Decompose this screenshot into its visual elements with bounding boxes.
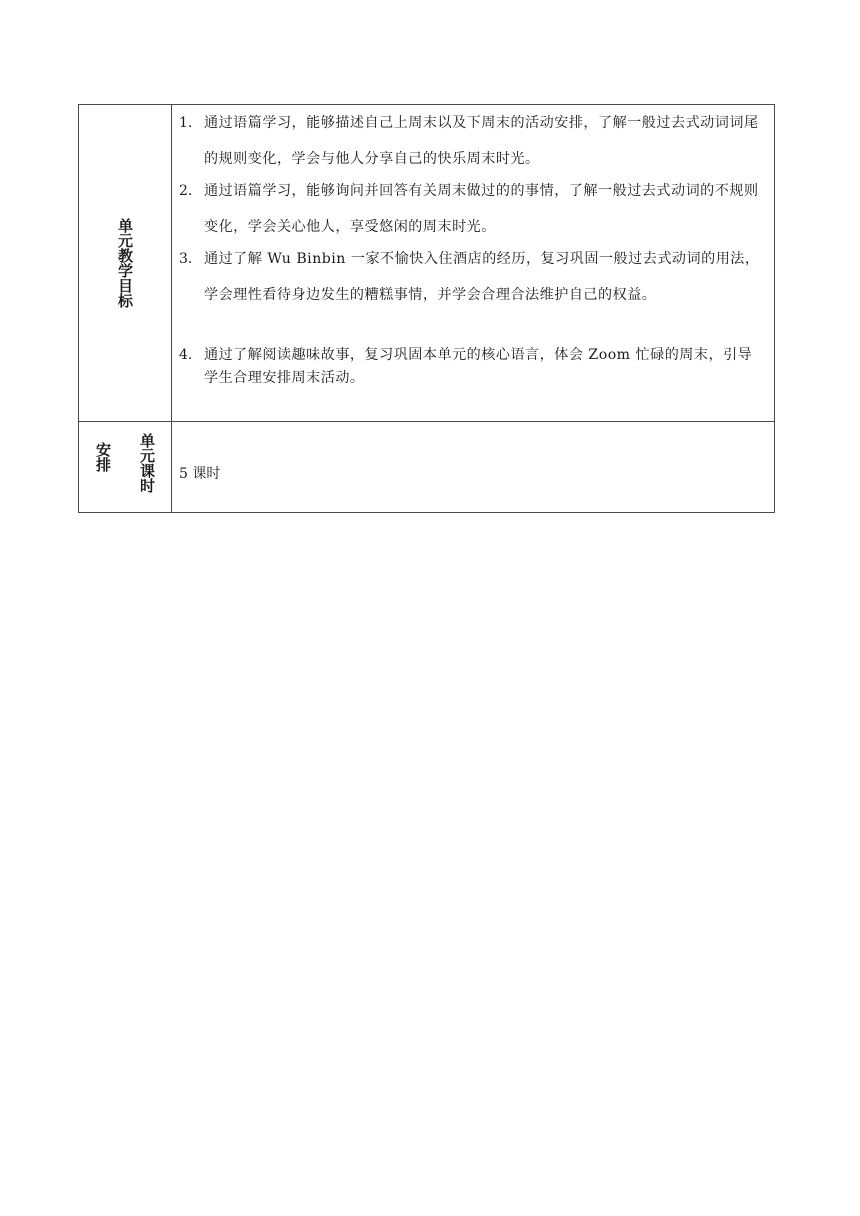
- unit-plan-table: [78, 104, 775, 513]
- column-divider: [171, 105, 172, 512]
- row-label-hours-part1: 安排: [94, 442, 112, 472]
- goal-number: 1.: [179, 115, 193, 131]
- goal-text: 通过了解阅读趣味故事，复习巩固本单元的核心语言，体会 Zoom 忙碌的周末，引导学生合理安排周末活动。: [204, 347, 753, 386]
- row-label-hours-part2: 单元课时: [138, 433, 156, 493]
- class-hours-value: 5 课时: [179, 466, 221, 482]
- row-divider: [79, 421, 774, 422]
- row-label-goals: 单元教学目标: [116, 218, 134, 308]
- goal-number: 2.: [179, 183, 193, 199]
- goal-text: 通过了解 Wu Binbin 一家不愉快入住酒店的经历，复习巩固一般过去式动词的用法，学会理性看待身边发生的糟糕事情，并学会合理合法维护自己的权益。: [204, 251, 760, 303]
- goal-number: 3.: [179, 251, 193, 267]
- goal-text: 通过语篇学习，能够询问并回答有关周末做过的的事情，了解一般过去式动词的不规则变化，学会关心他人，享受悠闲的周末时光。: [204, 183, 759, 235]
- row-label-goals-cell: [79, 105, 171, 421]
- goal-text: 通过语篇学习，能够描述自己上周末以及下周末的活动安排，了解一般过去式动词词尾的规则变化，学会与他人分享自己的快乐周末时光。: [204, 115, 759, 167]
- goal-number: 4.: [179, 347, 193, 363]
